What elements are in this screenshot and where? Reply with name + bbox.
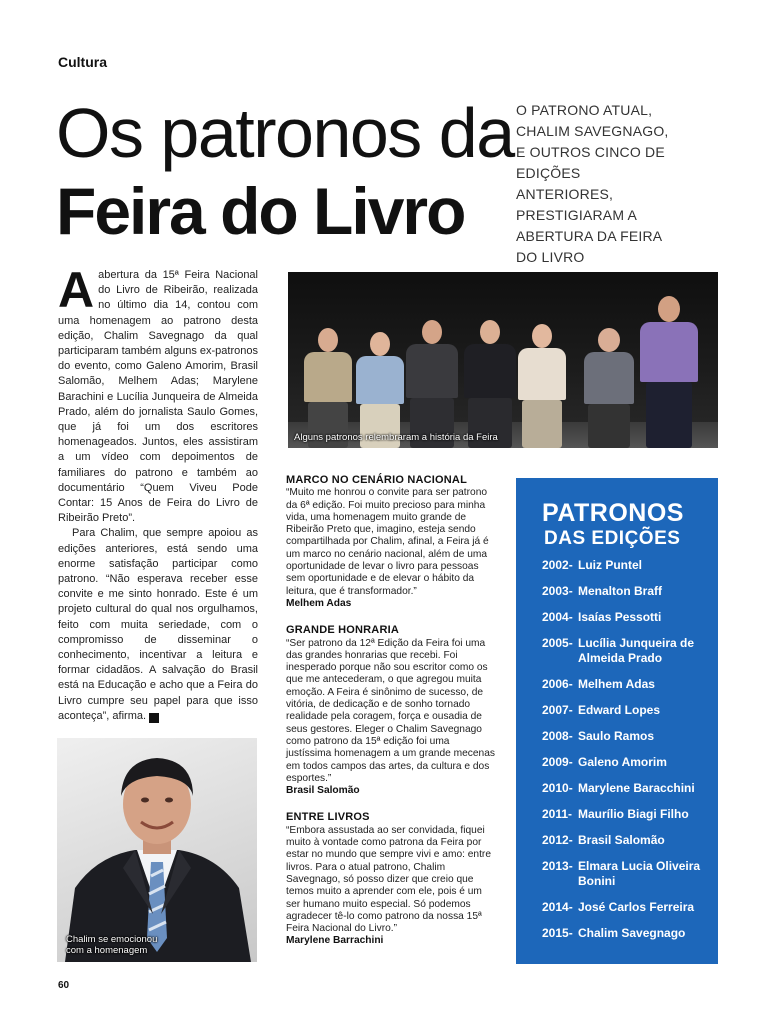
patron-item: [542, 900, 718, 915]
patron-year: 2005-: [542, 636, 573, 650]
patron-year: 2009-: [542, 755, 573, 769]
subtitle-deck: O PATRONO ATUAL, CHALIM SAVEGNAGO, E OUTROS CINCO DE EDIÇÕES ANTERIORES, PRESTIGIARAM A ABERTURA DA FEIRA DO LIVRO: [516, 102, 669, 265]
paragraph-1-text: abertura da 15ª Feira Nacional do Livro de Ribeirão, realizada no último dia 14, contou com uma homenagem ao patrono desta edição, Chalim Savegnago da qual participaram também alguns ex-patronos do evento, como Galeno Amorim, Brasil Salomão, Melhem Adas; Marylene Barachini e Lucília Junqueira de Almeida Prado, além do jornalista Saulo Gomes, que já foi um dos escritores homenageados. Juntos, eles assistiram a um vídeo com depoimentos de familiares do patrono e também ao documentário “Quem Viveu Pode Contar: 15 Anos de Feira do Livro de Ribeirão Preto”.: [58, 269, 258, 525]
patron-item: [542, 926, 718, 941]
patron-item: [542, 807, 718, 822]
portrait-caption-line-1: Chalim se emocionou: [66, 934, 158, 945]
patron-item: [542, 584, 718, 599]
patron-name: Maurílio Biagi Filho: [578, 807, 689, 821]
patron-year: 2003-: [542, 584, 573, 598]
patron-year: 2004-: [542, 610, 573, 624]
patron-year: 2011-: [542, 807, 573, 821]
patron-year: 2012-: [542, 833, 573, 847]
patron-item: [542, 558, 718, 573]
patron-item: [542, 677, 718, 692]
patron-name: Menalton Braff: [578, 584, 662, 598]
patron-name: Elmara Lucia Oliveira Bonini: [578, 859, 701, 888]
patron-name: Luiz Puntel: [578, 558, 642, 572]
portrait-photo: [57, 738, 257, 962]
patron-name: Isaías Pessotti: [578, 610, 662, 624]
patron-year: 2008-: [542, 729, 573, 743]
paragraph-2-text: Para Chalim, que sempre apoiou as edições anteriores, está sendo uma enorme satisfação participar como patrono. “Não esperava receber esse convite e me sinto honrado. Este é um projeto cultural do qual nos orgulhamos, feito com muita seriedade, com o compromisso de disseminar o conhecimento, incentivar a leitura e formar cidadãos. A salvação do Brasil está na Educação e acho que a Feira do Livro cumpre seu papel para que isso aconteça”, afirma.: [58, 527, 258, 722]
drop-cap: A: [58, 262, 95, 318]
patron-name: Marylene Baracchini: [578, 781, 695, 795]
quote-block: [286, 474, 496, 610]
patron-item: [542, 729, 718, 744]
patron-item: [542, 781, 718, 796]
patron-name: Chalim Savegnago: [578, 926, 686, 940]
quote-author: Brasil Salomão: [286, 785, 360, 797]
patron-item: [542, 755, 718, 770]
patron-year: 2014-: [542, 900, 573, 914]
quote-text: “Ser patrono da 12ª Edição da Feira foi uma das grandes honrarias que recebi. Foi inesperado porque não sou escritor como os que me antecederam, o que agregou muita emoção. A Feira é sinônimo de sucesso, de vitória, de dedicação e de sonho tornado realidade pela coragem, força e ousadia de seus gestores. Eleger o Chalim Savegnago como patrono da 15ª edição foi uma justíssima homenagem a um grande mecenas em todos campos das artes, da cultura e dos esportes.”: [286, 637, 495, 784]
quote-heading: GRANDE HONRARIA: [286, 624, 399, 637]
patrons-box-title-line-1: PATRONOS: [542, 499, 684, 527]
patrons-sidebar-box: [516, 478, 718, 964]
portrait-caption: [66, 934, 157, 956]
quote-text: “Embora assustada ao ser convidada, fiquei muito à vontade como patrona da Feira por estar no mundo que sempre vivi e amo: entre livros. Para o atual patrono, Chalim Savegnago, só posso dizer que creio que temos muito a aprender com ele, pois é um ser humano muito especial. Só podemos agradecer tê-lo como patrono da nossa 15ª Feira Nacional do Livro.”: [286, 824, 491, 935]
quote-author: Marylene Barrachini: [286, 935, 384, 947]
patron-name: Saulo Ramos: [578, 729, 655, 743]
patron-name: Edward Lopes: [578, 703, 661, 717]
patron-year: 2010-: [542, 781, 573, 795]
person-figure: [634, 284, 704, 448]
paragraph-2: [58, 526, 258, 724]
patron-year: 2013-: [542, 859, 573, 873]
quote-text: “Muito me honrou o convite para ser patrono da 6ª edição. Foi muito precioso para minha vida, uma homenagem muito grande de Ribeirão Preto que, imagino, esteja sendo compartilhada por Chalim, afinal, a Feira já é um marco no cenário nacional, além de uma oportunidade de levar o livro para pessoas sem oportunidade e de elevar o hábito da leitura, que é transformador.”: [286, 487, 489, 597]
headline-line-2: Feira do Livro: [56, 174, 465, 248]
person-figure: [578, 298, 640, 448]
section-label: Cultura: [58, 54, 107, 70]
quote-block: [286, 811, 496, 947]
patron-name: Galeno Amorim: [578, 755, 667, 769]
quote-heading: MARCO NO CENÁRIO NACIONAL: [286, 474, 467, 486]
quote-heading: ENTRE LIVROS: [286, 811, 370, 824]
portrait-caption-line-2: com a homenagem: [66, 945, 148, 956]
quotes-column: [286, 474, 496, 962]
page-number: 60: [58, 980, 70, 991]
patron-item: [542, 833, 718, 848]
person-figure: [512, 298, 572, 448]
patron-name: Melhem Adas: [578, 677, 655, 691]
group-photo-caption: Alguns patronos relembraram a história da Feira: [294, 432, 498, 443]
patron-year: 2002-: [542, 558, 573, 572]
paragraph-1: [58, 262, 258, 526]
patrons-box-title: [542, 500, 684, 552]
patron-year: 2007-: [542, 703, 573, 717]
patron-item: [542, 636, 718, 666]
patrons-list: [542, 558, 718, 952]
end-mark-icon: r: [149, 713, 159, 723]
patron-year: 2006-: [542, 677, 573, 691]
portrait-illustration: [57, 738, 257, 962]
person-figure: [298, 298, 358, 448]
patron-name: José Carlos Ferreira: [578, 900, 695, 914]
patron-year: 2015-: [542, 926, 573, 940]
patron-name: Brasil Salomão: [578, 833, 665, 847]
article-body: [58, 262, 258, 724]
patron-name: Lucília Junqueira de Almeida Prado: [578, 636, 695, 665]
patron-item: [542, 859, 718, 889]
patron-item: [542, 610, 718, 625]
group-photo: [288, 272, 718, 448]
quote-block: [286, 624, 496, 797]
headline-line-1: Os patronos da: [56, 94, 514, 172]
person-figure: [400, 292, 464, 448]
patron-item: [542, 703, 718, 718]
patrons-box-title-line-2: DAS EDIÇÕES: [544, 528, 681, 549]
quote-author: Melhem Adas: [286, 597, 352, 609]
